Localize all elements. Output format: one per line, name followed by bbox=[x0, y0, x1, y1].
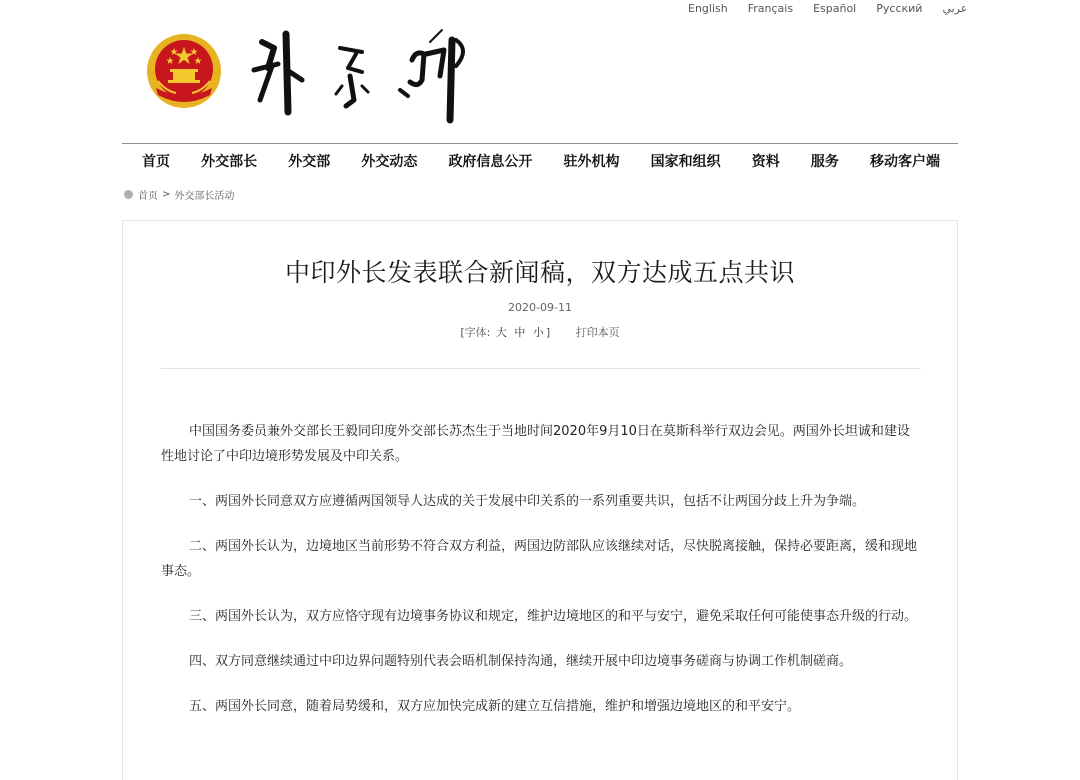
nav-item-countries[interactable]: 国家和组织 bbox=[650, 154, 721, 170]
nav-item-missions[interactable]: 驻外机构 bbox=[563, 154, 620, 170]
paragraph-point-3: 三、两国外长认为，双方应恪守现有边境事务协议和规定，维护边境地区的和平与安宁，避免采取任何可能使事态升级的行动。 bbox=[189, 609, 918, 624]
lang-french[interactable]: Français bbox=[747, 2, 794, 15]
language-bar bbox=[688, 2, 967, 15]
lang-spanish[interactable]: Español bbox=[813, 2, 857, 15]
home-icon bbox=[124, 190, 133, 199]
article-body bbox=[161, 419, 921, 739]
nav-item-home[interactable]: 首页 bbox=[142, 154, 170, 170]
nav-item-services[interactable]: 服务 bbox=[810, 154, 839, 170]
nav-item-resources[interactable]: 资料 bbox=[751, 154, 780, 170]
lang-english[interactable]: English bbox=[688, 2, 728, 15]
breadcrumb-current[interactable]: 外交部长活动 bbox=[174, 191, 235, 202]
paragraph-point-2: 二、两国外长认为，边境地区当前形势不符合双方利益，两国边防部队应该继续对话，尽快脱离接触，保持必要距离，缓和现地事态。 bbox=[161, 539, 918, 579]
nav-item-diplomatic-news[interactable]: 外交动态 bbox=[361, 154, 418, 170]
breadcrumb-separator: > bbox=[162, 189, 171, 200]
lang-russian[interactable]: Русский bbox=[876, 2, 923, 15]
font-large-button[interactable]: 大 bbox=[495, 326, 507, 339]
article-date: 2020-09-11 bbox=[508, 301, 572, 314]
nav-item-foreign-minister[interactable]: 外交部长 bbox=[201, 154, 258, 170]
breadcrumb bbox=[124, 187, 234, 202]
lang-arabic[interactable]: عربي bbox=[942, 2, 968, 15]
paragraph-point-5: 五、两国外长同意，随着局势缓和，双方应加快完成新的建立互信措施，维护和增强边境地区的和平安宁。 bbox=[189, 699, 801, 714]
paragraph-intro: 中国国务委员兼外交部长王毅同印度外交部长苏杰生于当地时间2020年9月10日在莫斯科举行双边会见。两国外长坦诚和建设性地讨论了中印边境形势发展及中印关系。 bbox=[161, 424, 910, 464]
national-emblem-icon[interactable] bbox=[146, 33, 222, 109]
font-size-controls bbox=[460, 326, 550, 339]
article-container bbox=[122, 220, 958, 780]
print-button[interactable]: 打印本页 bbox=[575, 326, 620, 339]
ministry-calligraphy-logo[interactable] bbox=[244, 20, 474, 132]
font-small-button[interactable]: 小 bbox=[532, 326, 544, 339]
article-title: 中印外长发表联合新闻稿，双方达成五点共识 bbox=[284, 258, 795, 287]
paragraph-point-4: 四、双方同意继续通过中印边界问题特别代表会晤机制保持沟通，继续开展中印边境事务磋商与协调工作机制磋商。 bbox=[189, 654, 853, 669]
main-nav bbox=[122, 151, 958, 175]
paragraph-point-1: 一、两国外长同意双方应遵循两国领导人达成的关于发展中印关系的一系列重要共识，包括不让两国分歧上升为争端。 bbox=[189, 494, 866, 509]
article-divider bbox=[161, 368, 921, 369]
font-size-close: ] bbox=[545, 326, 551, 339]
nav-item-mobile[interactable]: 移动客户端 bbox=[869, 154, 940, 170]
font-medium-button[interactable]: 中 bbox=[514, 326, 526, 339]
breadcrumb-home[interactable]: 首页 bbox=[138, 191, 158, 202]
font-size-label: [字体: bbox=[460, 326, 491, 339]
nav-item-ministry[interactable]: 外交部 bbox=[288, 154, 331, 170]
nav-item-gov-info[interactable]: 政府信息公开 bbox=[448, 154, 533, 170]
header-divider bbox=[122, 143, 958, 144]
article-tools bbox=[123, 324, 957, 340]
